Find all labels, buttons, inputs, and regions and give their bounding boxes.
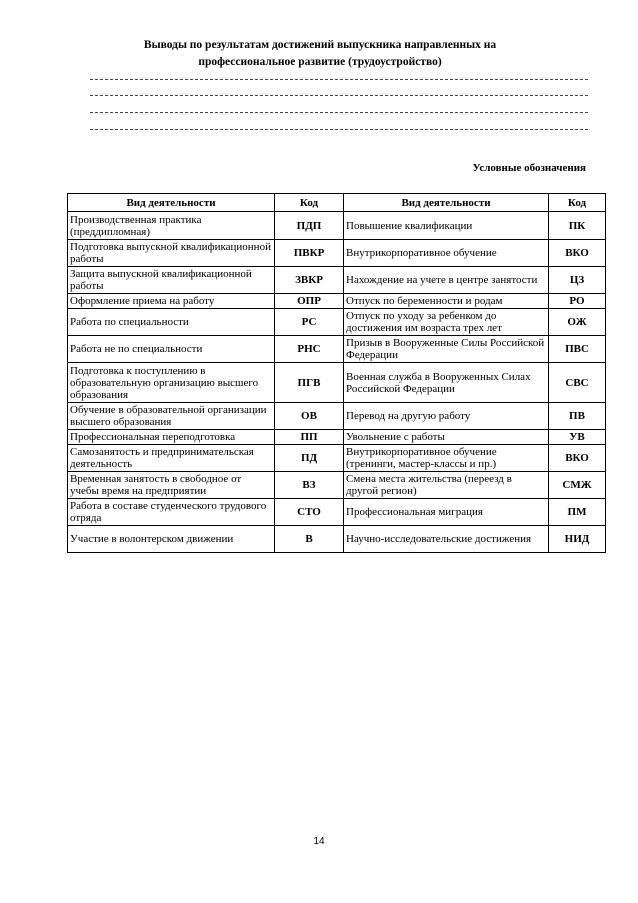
activity-cell: Обучение в образовательной организации высшего образования: [68, 403, 275, 430]
activity-cell: Призыв в Вооруженные Силы Российской Федерации: [344, 336, 549, 363]
fill-in-line: [90, 95, 588, 96]
activity-cell: Работа не по специальности: [68, 336, 275, 363]
table-row: [68, 472, 606, 499]
activity-cell: Защита выпускной квалификационной работы: [68, 267, 275, 294]
table-row: [68, 526, 606, 553]
activity-cell: Отпуск по беременности и родам: [344, 294, 549, 309]
activity-cell: Научно-исследовательские достижения: [344, 526, 549, 553]
fill-in-line: [90, 79, 588, 80]
table-row: [68, 267, 606, 294]
activity-cell: Внутрикорпоративное обучение (тренинги, мастер-классы и пр.): [344, 445, 549, 472]
table-row: [68, 212, 606, 240]
table-row: [68, 240, 606, 267]
code-cell: УВ: [549, 430, 606, 445]
code-cell: СТО: [275, 499, 344, 526]
table-row: [68, 430, 606, 445]
code-cell: СМЖ: [549, 472, 606, 499]
activity-cell: Смена места жительства (переезд в другой регион): [344, 472, 549, 499]
code-cell: ПК: [549, 212, 606, 240]
page-number: 14: [313, 836, 325, 847]
table-row: [68, 499, 606, 526]
activity-cell: Перевод на другую работу: [344, 403, 549, 430]
activity-cell: Самозанятость и предпринимательская деятельность: [68, 445, 275, 472]
table-header-row: [68, 194, 606, 212]
activity-cell: Военная служба в Вооруженных Силах Российской Федерации: [344, 363, 549, 403]
activity-cell: Нахождение на учете в центре занятости: [344, 267, 549, 294]
fill-in-line: [90, 112, 588, 113]
code-cell: ОЖ: [549, 309, 606, 336]
code-cell: В: [275, 526, 344, 553]
activity-cell: Работа по специальности: [68, 309, 275, 336]
legend-table: [67, 193, 606, 553]
heading-line-2: профессиональное развитие (трудоустройство): [198, 56, 442, 68]
table-row: [68, 363, 606, 403]
column-header-activity: Вид деятельности: [344, 194, 549, 212]
code-cell: ВКО: [549, 445, 606, 472]
code-cell: ЗВКР: [275, 267, 344, 294]
code-cell: СВС: [549, 363, 606, 403]
code-cell: ЦЗ: [549, 267, 606, 294]
activity-cell: Профессиональная переподготовка: [68, 430, 275, 445]
table-row: [68, 445, 606, 472]
heading-line-1: Выводы по результатам достижений выпускника направленных на: [143, 39, 497, 51]
column-header-activity: Вид деятельности: [68, 194, 275, 212]
activity-cell: Работа в составе студенческого трудового отряда: [68, 499, 275, 526]
activity-cell: Производственная практика (преддипломная): [68, 212, 275, 240]
activity-cell: Увольнение с работы: [344, 430, 549, 445]
code-cell: ПД: [275, 445, 344, 472]
page-heading: [60, 37, 580, 71]
code-cell: ПВ: [549, 403, 606, 430]
code-cell: РНС: [275, 336, 344, 363]
code-cell: НИД: [549, 526, 606, 553]
table-row: [68, 336, 606, 363]
code-cell: ПВКР: [275, 240, 344, 267]
activity-cell: Оформление приема на работу: [68, 294, 275, 309]
table-row: [68, 309, 606, 336]
activity-cell: Временная занятость в свободное от учебы время на предприятии: [68, 472, 275, 499]
column-header-code: Код: [549, 194, 606, 212]
code-cell: РО: [549, 294, 606, 309]
table-row: [68, 294, 606, 309]
code-cell: ОПР: [275, 294, 344, 309]
activity-cell: Повышение квалификации: [344, 212, 549, 240]
code-cell: ПГВ: [275, 363, 344, 403]
code-cell: ПП: [275, 430, 344, 445]
activity-cell: Подготовка к поступлению в образовательную организацию высшего образования: [68, 363, 275, 403]
activity-cell: Отпуск по уходу за ребенком до достижения им возраста трех лет: [344, 309, 549, 336]
code-cell: ВЗ: [275, 472, 344, 499]
activity-cell: Профессиональная миграция: [344, 499, 549, 526]
code-cell: ОВ: [275, 403, 344, 430]
activity-cell: Участие в волонтерском движении: [68, 526, 275, 553]
code-cell: ВКО: [549, 240, 606, 267]
code-cell: ПМ: [549, 499, 606, 526]
column-header-code: Код: [275, 194, 344, 212]
fill-in-line: [90, 129, 588, 130]
code-cell: ПДП: [275, 212, 344, 240]
activity-cell: Внутрикорпоративное обучение: [344, 240, 549, 267]
activity-cell: Подготовка выпускной квалификационной работы: [68, 240, 275, 267]
legend-title: Условные обозначения: [472, 162, 586, 174]
table-row: [68, 403, 606, 430]
code-cell: ПВС: [549, 336, 606, 363]
code-cell: РС: [275, 309, 344, 336]
